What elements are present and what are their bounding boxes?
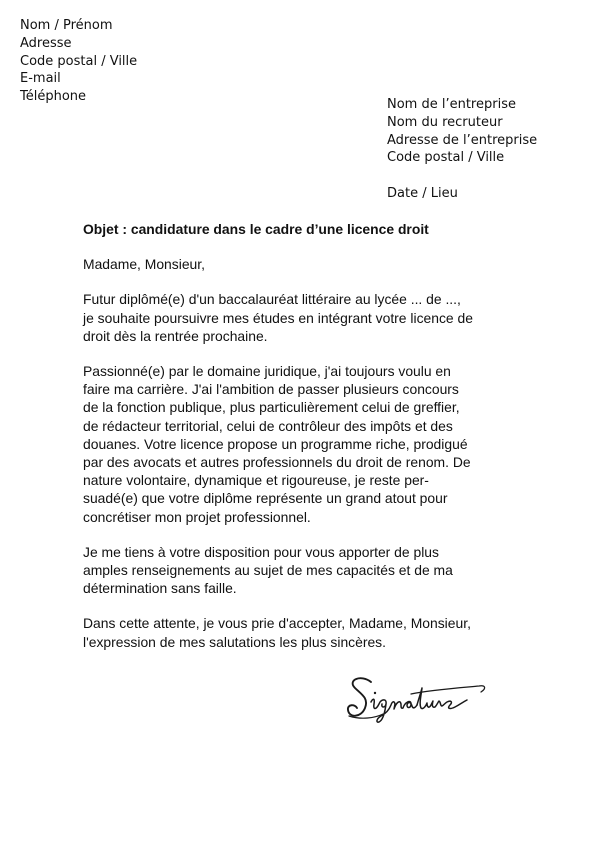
paragraph-line: détermination sans faille.	[83, 580, 237, 597]
paragraph-line: de la fonction publique, plus particulièrement celui de greffier,	[83, 399, 460, 416]
signature-stroke	[371, 699, 417, 722]
paragraph-line: concrétiser mon projet professionnel.	[83, 508, 311, 525]
paragraph-line: Futur diplômé(e) d'un baccalauréat littéraire au lycée ... de ...,	[83, 291, 461, 308]
paragraph-line: faire ma carrière. J'ai l'ambition de passer plusieurs concours	[83, 381, 459, 398]
sender-name: Nom / Prénom	[20, 18, 113, 33]
paragraph-line: droit dès la rentrée prochaine.	[83, 327, 268, 344]
paragraph-line: amples renseignements au sujet de mes capacités et de ma	[83, 562, 453, 579]
paragraph-line: Dans cette attente, je vous prie d'accepter, Madame, Monsieur,	[83, 615, 471, 632]
sender-email: E-mail	[20, 71, 61, 87]
paragraph-availability	[83, 543, 523, 598]
recipient-block	[387, 96, 537, 203]
recipient-company: Nom de l’entreprise	[387, 97, 516, 112]
sender-block	[20, 17, 137, 106]
letter-salutation: Madame, Monsieur,	[83, 256, 205, 273]
paragraph-line: suadé(e) que votre diplôme représente un grand atout pour	[83, 490, 448, 507]
recipient-postal-city: Code postal / Ville	[387, 150, 505, 166]
paragraph-line: de rédacteur territorial, celui de contrôleur des impôts et des	[83, 417, 453, 434]
signature-dot	[374, 692, 376, 694]
paragraph-intro	[83, 290, 523, 345]
date-place: Date / Lieu	[387, 186, 458, 202]
sender-phone: Téléphone	[20, 89, 87, 105]
paragraph-line: par des avocats et autres professionnels du droit de renom. De	[83, 454, 471, 471]
paragraph-line: je souhaite poursuivre mes études en intégrant votre licence de	[83, 309, 473, 326]
letter-subject: Objet : candidature dans le cadre d’une licence droit	[83, 221, 429, 237]
recipient-recruiter: Nom du recruteur	[387, 114, 503, 130]
recipient-address: Adresse de l’entreprise	[387, 132, 538, 148]
paragraph-line: Passionné(e) par le domaine juridique, j'ai toujours voulu en	[83, 363, 451, 380]
paragraph-closing	[83, 614, 523, 650]
letter-body	[83, 220, 523, 651]
sender-postal-city: Code postal / Ville	[20, 53, 138, 69]
sender-address: Adresse	[20, 35, 72, 51]
signature-stroke	[348, 678, 371, 716]
paragraph-line: nature volontaire, dynamique et rigoureuse, je reste per-	[83, 472, 429, 489]
signature	[345, 672, 490, 724]
paragraph-line: l'expression de mes salutations les plus sincères.	[83, 633, 386, 650]
paragraph-line: douanes. Votre licence propose un programme riche, prodigué	[83, 435, 468, 452]
paragraph-line: Je me tiens à votre disposition pour vous apporter de plus	[83, 543, 439, 560]
paragraph-motivation	[83, 362, 523, 526]
